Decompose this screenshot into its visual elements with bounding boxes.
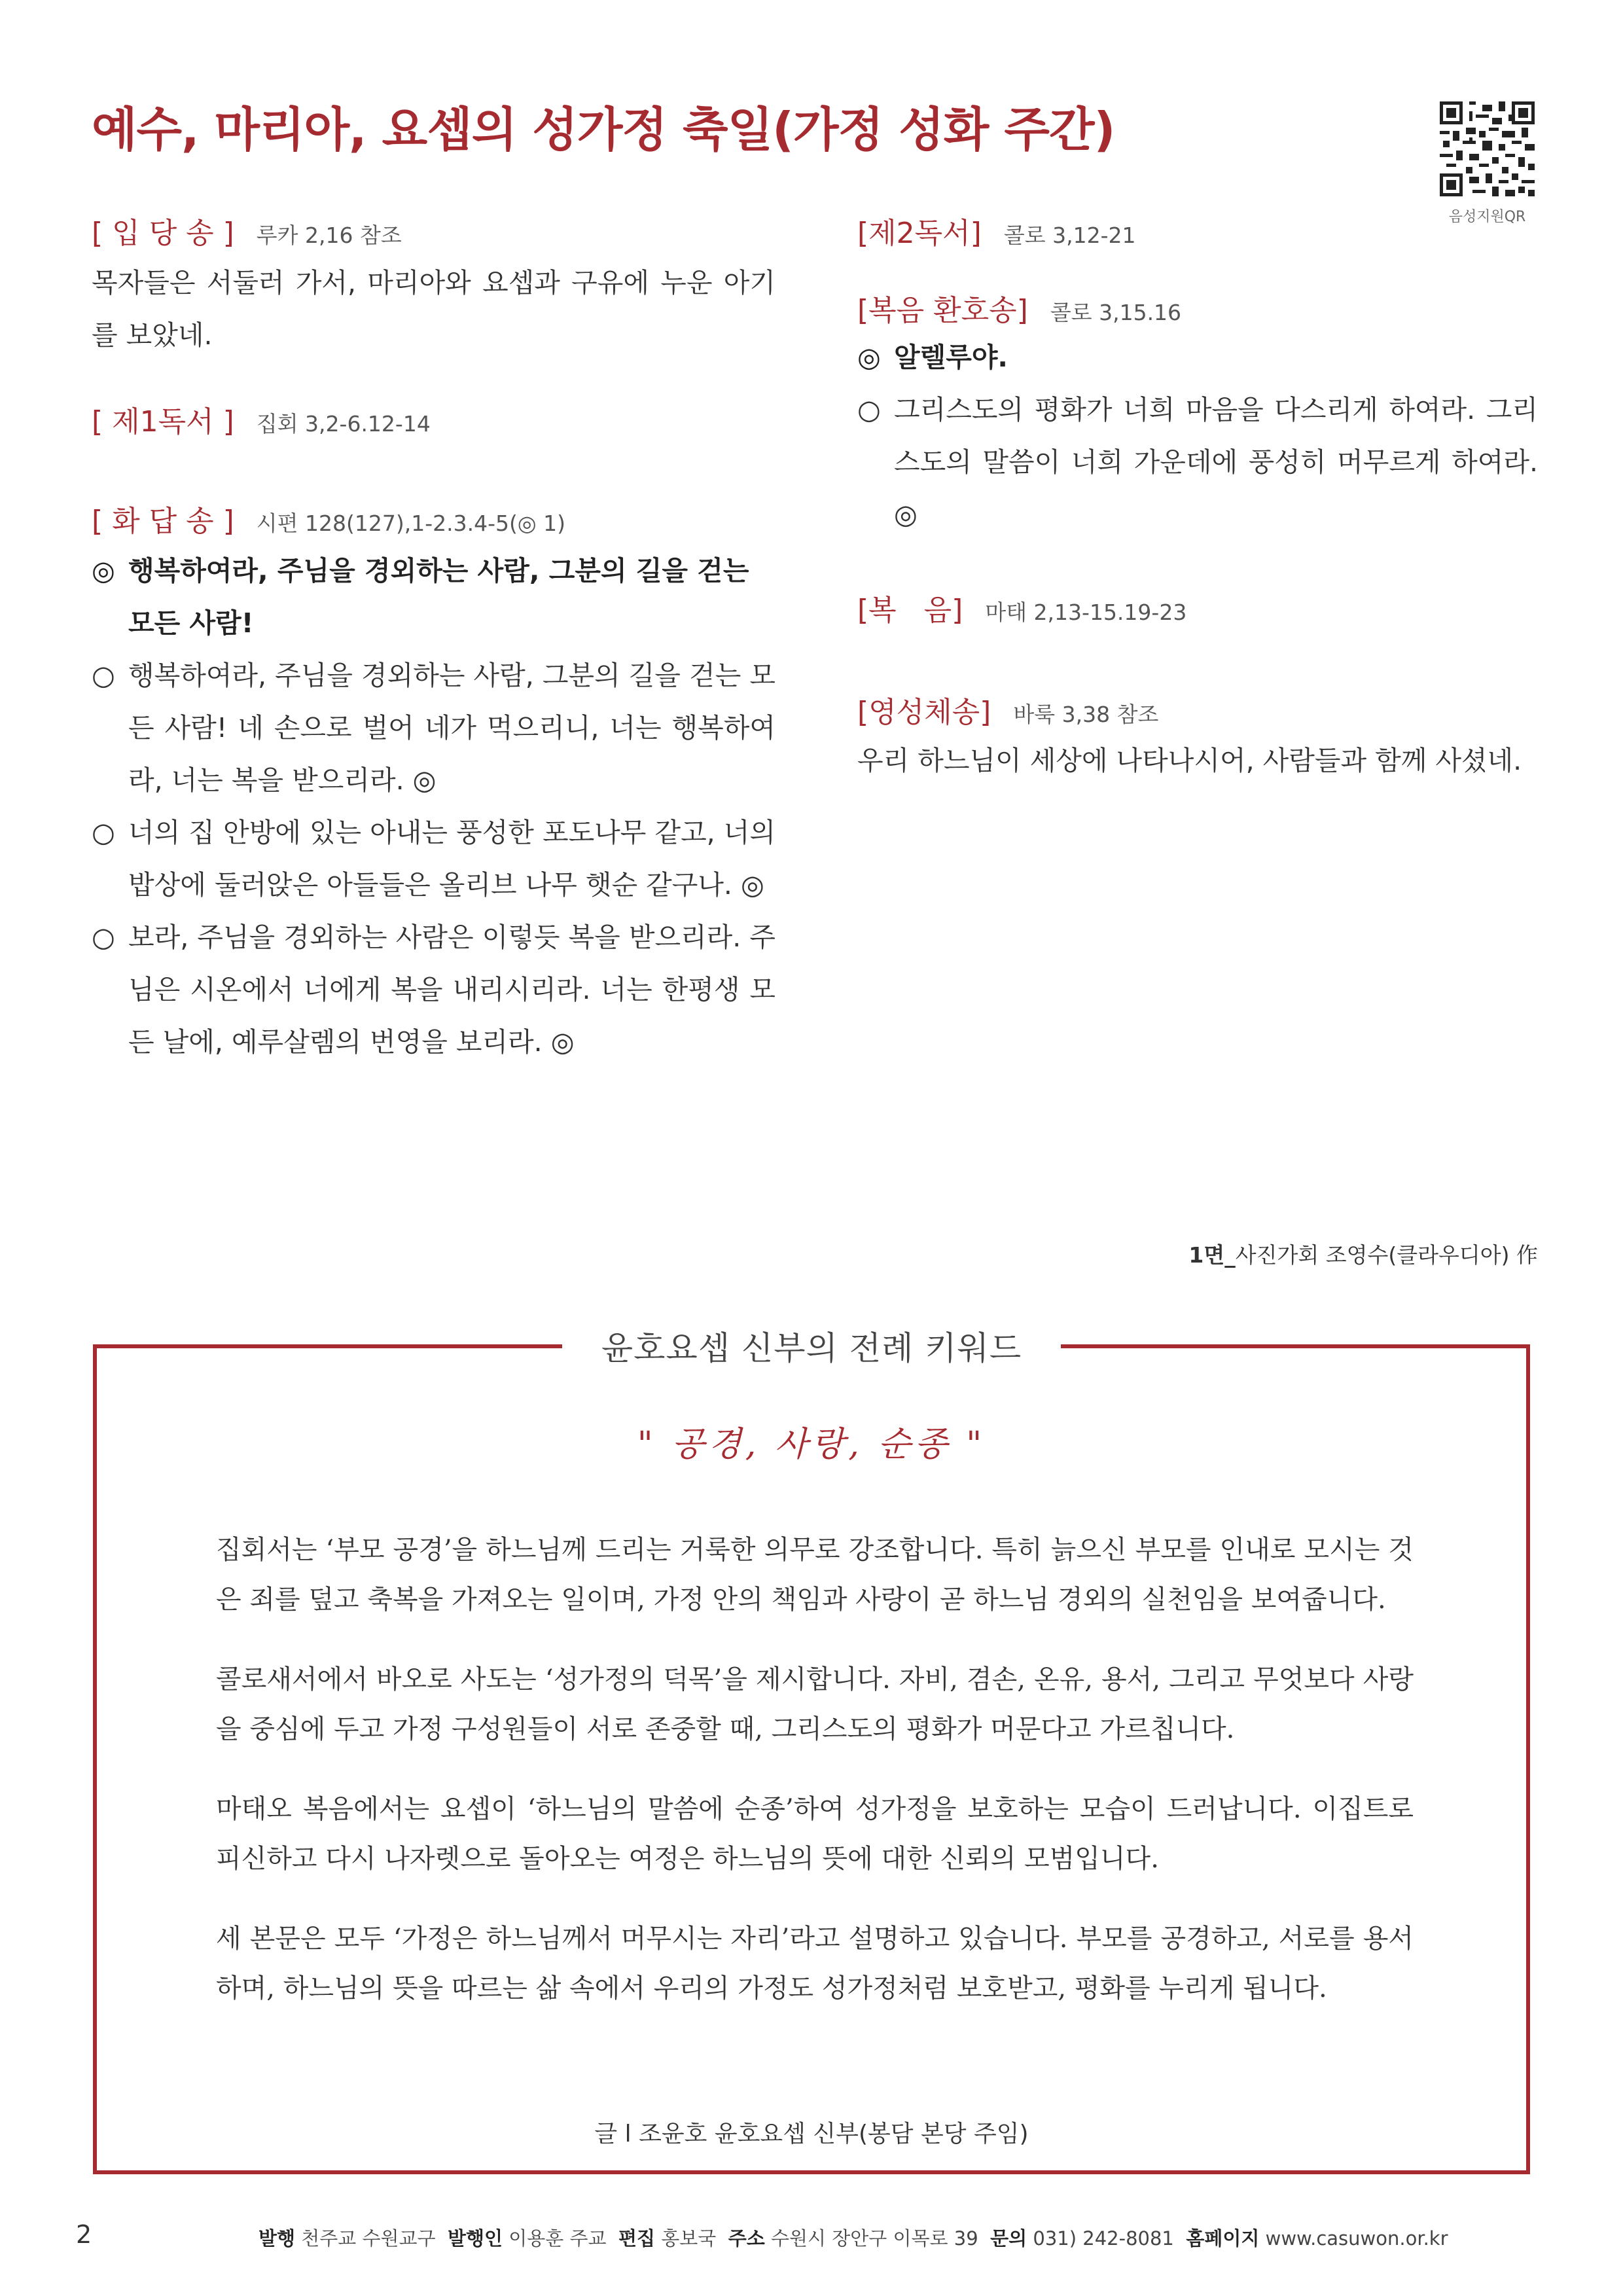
credit-page: 1면_ [1188,1242,1236,1268]
psalm-heading [92,497,776,539]
communion-antiphon-heading [857,689,1538,730]
keyword-paragraph: 집회서는 ‘부모 공경’을 하느님께 드리는 거룩한 의무로 강조합니다. 특히 늙으신 부모를 인내로 모시는 것은 죄를 덮고 축복을 가져오는 일이며, 가정 안의 책임과 사랑이 곧 하느님 경외의 실천임을 보여줍니다. [216,1535,1414,1615]
second-reading-heading [857,209,1538,251]
footer-value: 이용훈 주교 [508,2227,607,2250]
verse-text: 행복하여라, 주님을 경외하는 사람, 그분의 길을 걷는 모든 사람! 네 손으로 벌어 네가 먹으리니, 너는 행복하여라, 너는 복을 받으리라. ◎ [128,660,776,796]
right-column [857,209,1538,787]
psalm-verse [92,806,776,911]
section-label: [ 입 당 송 ] [92,217,234,250]
keyword-paragraph: 세 본문은 모두 ‘가정은 하느님께서 머무시는 자리’라고 설명하고 있습니다. 부모를 공경하고, 서로를 용서하며, 하느님의 뜻을 따르는 삶 속에서 우리의 가정도 성가정처럼 보호받고, 평화를 누리게 됩니다. [216,1924,1414,2003]
keyword-box-subtitle: " 공경, 사랑, 순종 " [637,1425,986,1464]
response-mark: ◎ [92,555,115,586]
psalm-response [92,545,776,649]
left-column [92,209,776,1068]
gospel-acclamation-heading [857,287,1538,329]
photo-credit [1188,1238,1538,1269]
homepage-link[interactable]: www.casuwon.or.kr [1265,2227,1448,2250]
keyword-box-title-wrap [99,1322,1524,1369]
footer-value: 천주교 수원교구 [301,2227,436,2250]
keyword-author: 글 l 조윤호 윤호요셉 신부(봉담 본당 주임) [594,2121,1029,2147]
verse-text: 너의 집 안방에 있는 아내는 풍성한 포도나무 같고, 너의 밥상에 둘러앉은 아들들은 올리브 나무 햇순 같구나. ◎ [128,817,776,901]
response-text: 알렐루야. [894,342,1008,373]
keyword-box-title: 윤호요셉 신부의 전례 키워드 [562,1322,1061,1369]
acclamation-verse [857,384,1538,541]
section-label: [제2독서] [857,217,982,250]
first-reading-heading [92,398,776,440]
footer-label: 발행인 [448,2227,503,2250]
footer-value: 수원시 장안구 이목로 39 [771,2227,978,2250]
section-label: [복 음] [857,594,963,627]
verse-mark: ○ [92,922,115,953]
verse-mark: ○ [857,394,881,425]
psalm-verse [92,911,776,1068]
qr-label: 음성지원QR [1448,209,1526,225]
verse-mark: ○ [92,660,115,691]
publication-footer [259,2224,1448,2251]
footer-label: 문의 [990,2227,1027,2250]
page-number: 2 [76,2220,92,2249]
section-reference: 마태 2,13-15.19-23 [985,600,1187,625]
entrance-antiphon-heading [92,209,776,251]
section-reference: 바룩 3,38 참조 [1013,702,1159,727]
response-mark: ◎ [857,342,881,373]
section-label: [영성체송] [857,696,991,729]
entrance-antiphon-text: 목자들은 서둘러 가서, 마리아와 요셉과 구유에 누운 아기를 보았네. [92,267,776,351]
response-text: 행복하여라, 주님을 경외하는 사람, 그분의 길을 걷는 모든 사람! [128,555,749,639]
footer-label: 편집 [618,2227,656,2250]
footer-label: 주소 [728,2227,765,2250]
verse-text: 보라, 주님을 경외하는 사람은 이렇듯 복을 받으리라. 주님은 시온에서 너에게 복을 내리시리라. 너는 한평생 모든 날에, 예루살렘의 번영을 보리라. ◎ [128,922,776,1058]
section-reference: 루카 2,16 참조 [256,223,402,248]
psalm-verse [92,649,776,806]
section-label: [ 화 답 송 ] [92,505,234,538]
qr-code-icon[interactable] [1440,101,1535,196]
gospel-heading [857,586,1538,628]
section-label: [복음 환호송] [857,294,1028,327]
communion-antiphon-text: 우리 하느님이 세상에 나타나시어, 사람들과 함께 사셨네. [857,745,1522,776]
credit-text: 사진가회 조영수(클라우디아) 作 [1235,1242,1538,1268]
footer-value: 031) 242-8081 [1033,2227,1174,2250]
page-title: 예수, 마리아, 요셉의 성가정 축일(가정 성화 주간) [92,102,1115,157]
keyword-paragraph: 콜로새서에서 바오로 사도는 ‘성가정의 덕목’을 제시합니다. 자비, 겸손, 온유, 용서, 그리고 무엇보다 사랑을 중심에 두고 가정 구성원들이 서로 존중할 때, 그리스도의 평화가 머문다고 가르칩니다. [216,1664,1414,1744]
acclamation-response [857,331,1538,384]
footer-value: 홍보국 [661,2227,717,2250]
section-reference: 시편 128(127),1-2.3.4-5(◎ 1) [256,511,566,536]
verse-mark: ○ [92,817,115,848]
verse-text: 그리스도의 평화가 너희 마음을 다스리게 하여라. 그리스도의 말씀이 너희 가운데에 풍성히 머무르게 하여라. ◎ [894,394,1538,530]
keyword-paragraph: 마태오 복음에서는 요셉이 ‘하느님의 말씀에 순종’하여 성가정을 보호하는 모습이 드러납니다. 이집트로 피신하고 다시 나자렛으로 돌아오는 여정은 하느님의 뜻에 대한 신뢰의 모범입니다. [216,1794,1414,1874]
footer-label: 발행 [259,2227,296,2250]
section-label: [ 제1독서 ] [92,405,234,439]
section-reference: 집회 3,2-6.12-14 [256,411,431,437]
section-reference: 콜로 3,15.16 [1050,300,1182,325]
keyword-box-body [216,1525,1414,2043]
section-reference: 콜로 3,12-21 [1003,223,1136,248]
footer-label: 홈페이지 [1186,2227,1260,2250]
